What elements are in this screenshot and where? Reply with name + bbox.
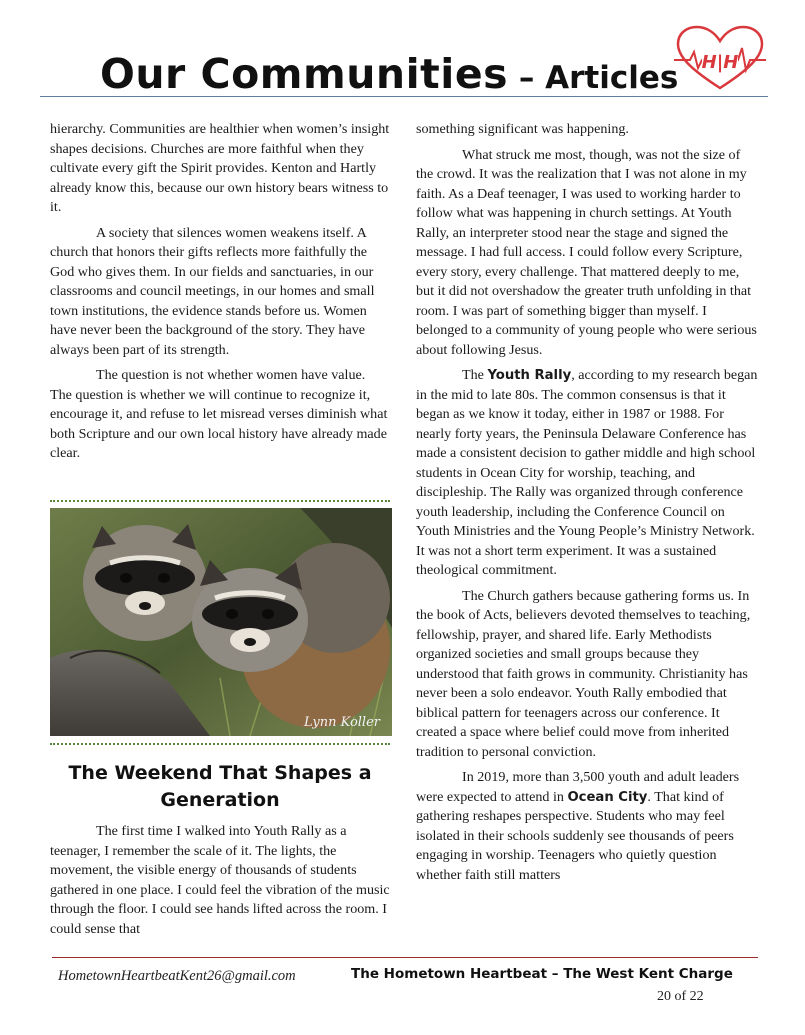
article-intro-paragraph: The first time I walked into Youth Rally as a teenager, I remember the scale of it. The lights, the movement, the visible energy of thousands of students gathered in one place. I could feel the vibration of the music through the floor. I could see hands lifted across the room. I could sense that: [50, 823, 390, 937]
right-paragraph-3: [416, 366, 758, 581]
page-title-sub: Articles: [545, 60, 679, 96]
right-column-text: [416, 120, 758, 891]
raccoon-illustration: [50, 508, 392, 736]
photo-divider-top: [50, 500, 390, 502]
left-paragraph-2: A society that silences women weakens itself. A church that honors their gifts reflects more faithfully the God who gives them. In our fields and sanctuaries, in our classrooms and council meetings, in our homes and small town institutions, the evidence stands before us. Women have never been the background of the story. They have always been part of its strength.: [50, 224, 375, 358]
page-title-main: Our Communities: [100, 50, 509, 98]
right-paragraph-3-pre: The: [462, 367, 488, 383]
photographer-signature: Lynn Koller: [303, 715, 380, 730]
ocean-city-bold: Ocean City: [567, 789, 648, 805]
right-paragraph-5: [416, 768, 758, 885]
footer-email: HometownHeartbeatKent26@gmail.com: [58, 968, 296, 984]
right-paragraph-5-post: . That kind of gathering reshapes perspective. Students who may feel isolated in their schools suddenly see thousands of peers engaging in worship. Teenagers who quietly question whether faith still matters: [416, 788, 734, 883]
right-paragraph-2: What struck me most, though, was not the size of the crowd. It was the realization that I was not alone in my faith. As a Deaf teenager, I was used to working harder to follow what was happening in church settings. At Youth Rally, an interpreter stood near the stage and signed the message. I had full access. I could follow every Scripture, every story, every challenge. That mattered deeply to me, but it did not overshadow the greater truth unfolding in that room. I was part of something bigger than myself. I belonged to a community of young people who were serious about following Jesus.: [416, 146, 757, 358]
footer-publication-name: The Hometown Heartbeat – The West Kent Charge: [351, 966, 733, 982]
raccoon-photo: [50, 508, 392, 736]
page-title: [100, 50, 720, 98]
left-paragraph-1: hierarchy. Communities are healthier when women’s insight shapes decisions. Churches are more faithful when they cultivate every gift the Spirit provides. Kenton and Hartly already know this, because our own history bears witness to it.: [50, 121, 390, 215]
right-paragraph-5-pre: In 2019, more than 3,500 youth and adult leaders were expected to attend in: [416, 769, 740, 805]
header-rule: [40, 96, 768, 97]
youth-rally-bold: Youth Rally: [487, 368, 572, 383]
article-intro-text: [50, 822, 390, 945]
right-paragraph-3-post: , according to my research began in the mid to late 80s. The common consensus is that it began as we know it today, either in 1987 or 1988. For nearly forty years, the Peninsula Delaware Conference has made a consistent decision to gather middle and high school students in Ocean City for worship, teaching, and discipleship. The Rally was organized through conference youth leadership, including the Conference Council on Youth Ministries and the Young People’s Ministry Network. It was not a short term experiment. It was a sustained theological commitment.: [416, 367, 758, 578]
page-title-dash: –: [508, 60, 546, 96]
right-paragraph-1: something significant was happening.: [416, 121, 629, 137]
right-paragraph-4: The Church gathers because gathering forms us. In the book of Acts, believers devoted themselves to teaching, fellowship, prayer, and shared life. Early Methodists organized societies and small groups because they understood that faith grows in community. Christianity has never been a solo endeavor. Youth Rally embodied that biblical pattern for teenagers across our conference. It created a space where belief could move from inherited tradition to personal conviction.: [416, 587, 751, 760]
page-number: 20 of 22: [657, 989, 704, 1004]
article-headline: The Weekend That Shapes a Generation: [68, 762, 372, 811]
heart-heartbeat-logo-icon: [672, 24, 768, 94]
left-column-text: [50, 120, 390, 470]
photo-divider-bottom: [50, 743, 390, 745]
left-paragraph-3: The question is not whether women have value. The question is whether we will continue to recognize it, encourage it, and refuse to let misread verses diminish what both Scripture and our own local history have already made clear.: [50, 367, 388, 461]
logo-text: H|H: [701, 52, 739, 73]
footer-rule: [52, 957, 758, 958]
